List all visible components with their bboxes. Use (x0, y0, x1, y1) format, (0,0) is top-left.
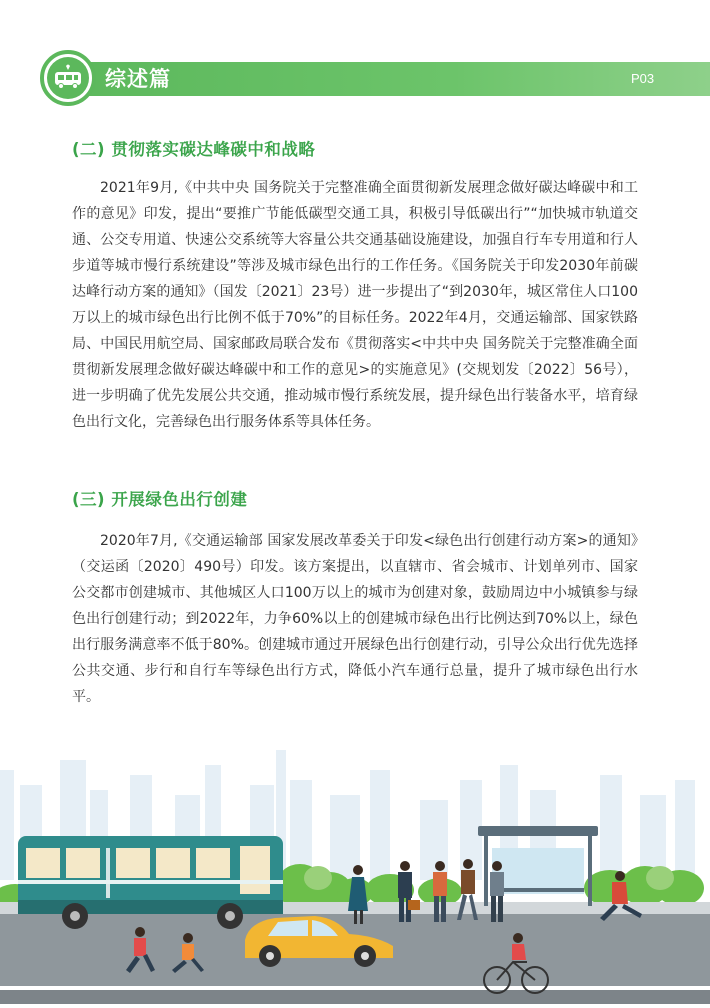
page-number: P03 (631, 71, 655, 86)
section-heading: (三) 开展绿色出行创建 (72, 490, 248, 509)
section-body: 2020年7月,《交通运输部 国家发展改革委关于印发<绿色出行创建行动方案>的通知》（交运函〔2020〕490号）印发。该方案提出，以直辖市、省会城市、计划单列市、国家公交都市创建城市、其他城区人口100万以上的城市为创建对象，鼓励周边中小城镇参与绿色出行创建行动；到2022年，力争60%以上的创建城市绿色出行比例达到70%以上，绿色出行服务满意率不低于80%。创建城市通过开展绿色出行创建行动，引导公众出行优先选择公共交通、步行和自行车等绿色出行方式，降低小汽车通行总量，提升了城市绿色出行水平。 (72, 533, 638, 705)
city-street-illustration (0, 740, 710, 1004)
page-title: 综述篇 (105, 67, 171, 91)
section-body: 2021年9月,《中共中央 国务院关于完整准确全面贯彻新发展理念做好碳达峰碳中和工作的意见》印发，提出“要推广节能低碳型交通工具，积极引导低碳出行”“加快城市轨道交通、公交专用道、快速公交系统等大容量公共交通基础设施建设，加强自行车专用道和行人步道等城市慢行系统建设”等涉及城市绿色出行的工作任务。《国务院关于印发2030年前碳达峰行动方案的通知》（国发〔2021〕23号）进一步提出了“到2030年，城区常住人口100万以上的城市绿色出行比例不低于70%”的目标任务。2022年4月，交通运输部、国家铁路局、中国民用航空局、国家邮政局联合发布《贯彻落实<中共中央 国务院关于完整准确全面贯彻新发展理念做好碳达峰碳中和工作的意见>的实施意见》(交规划发〔2022〕56号），进一步明确了优先发展公共交通，推动城市慢行系统发展，提升绿色出行装备水平，培育绿色出行文化，完善绿色出行服务体系等具体任务。 (72, 180, 638, 430)
section-heading: (二) 贯彻落实碳达峰碳中和战略 (72, 140, 316, 159)
bus-icon (47, 57, 89, 99)
